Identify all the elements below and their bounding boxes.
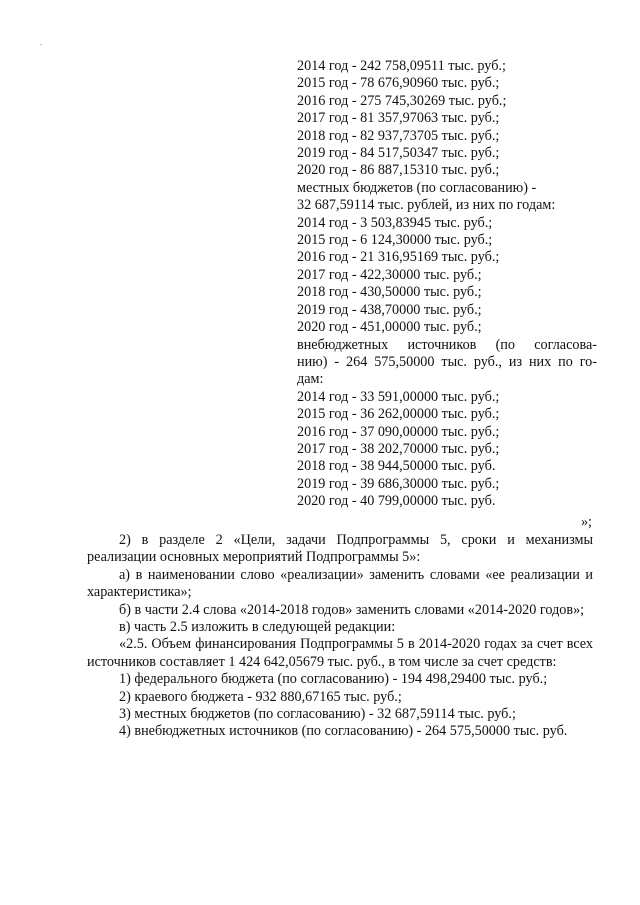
closing-quote: »; [580, 514, 592, 530]
paragraph-part-2-5: «2.5. Объем финансирования Подпрограммы 5 в 2014-2020 годах за счет всех источников составляет 1 424 642,05679 тыс. руб., в том числе за счет средств: [87, 636, 593, 670]
extra-year-line: 2014 год - 33 591,00000 тыс. руб.; [297, 388, 500, 405]
paragraph-local: 3) местных бюджетов (по согласованию) - 32 687,59114 тыс. руб.; [119, 706, 516, 723]
local-year-line: 2017 год - 422,30000 тыс. руб.; [297, 266, 482, 283]
regional-year-line: 2014 год - 242 758,09511 тыс. руб.; [297, 58, 506, 74]
regional-year-line: 2016 год - 275 745,30269 тыс. руб.; [297, 92, 507, 109]
paragraph-item-v: в) часть 2.5 изложить в следующей редакции: [119, 619, 396, 636]
extra-year-line: 2018 год - 38 944,50000 тыс. руб. [297, 458, 496, 475]
paragraph-item-b: б) в части 2.4 слова «2014-2018 годов» заменить словами «2014-2020 годов»; [119, 601, 585, 618]
funding-breakdown-column [297, 58, 597, 511]
amendment-text [87, 532, 593, 741]
extra-budget-heading: нию) - 264 575,50000 тыс. руб., из них по го- [297, 353, 597, 370]
local-year-line: 2020 год - 451,00000 тыс. руб.; [297, 319, 482, 336]
local-year-line: 2015 год - 6 124,30000 тыс. руб.; [297, 232, 493, 249]
local-year-line: 2019 год - 438,70000 тыс. руб.; [297, 301, 482, 318]
paragraph-extra-budget: 4) внебюджетных источников (по согласованию) - 264 575,50000 тыс. руб. [119, 723, 568, 740]
local-year-line: 2018 год - 430,50000 тыс. руб.; [297, 284, 482, 301]
extra-budget-heading: дам: [297, 371, 324, 388]
local-budget-heading: 32 687,59114 тыс. рублей, из них по годам: [297, 197, 556, 214]
paragraph-section-2: 2) в разделе 2 «Цели, задачи Подпрограммы 5, сроки и механизмы реализации основных мероприятий Подпрограммы 5»: [87, 532, 593, 566]
scan-artifact [40, 44, 42, 45]
extra-year-line: 2017 год - 38 202,70000 тыс. руб.; [297, 440, 500, 457]
extra-budget-heading: внебюджетных источников (по согласова- [297, 336, 597, 353]
paragraph-regional: 2) краевого бюджета - 932 880,67165 тыс. руб.; [119, 688, 402, 705]
regional-year-line: 2018 год - 82 937,73705 тыс. руб.; [297, 127, 500, 144]
paragraph-federal: 1) федерального бюджета (по согласованию) - 194 498,29400 тыс. руб.; [119, 671, 548, 688]
regional-year-line: 2017 год - 81 357,97063 тыс. руб.; [297, 110, 500, 127]
local-budget-heading: местных бюджетов (по согласованию) - [297, 179, 537, 196]
extra-year-line: 2020 год - 40 799,00000 тыс. руб. [297, 493, 496, 510]
local-year-line: 2014 год - 3 503,83945 тыс. руб.; [297, 214, 493, 231]
extra-year-line: 2015 год - 36 262,00000 тыс. руб.; [297, 406, 500, 423]
regional-year-line: 2015 год - 78 676,90960 тыс. руб.; [297, 75, 500, 92]
regional-year-line: 2019 год - 84 517,50347 тыс. руб.; [297, 145, 500, 162]
paragraph-item-a: а) в наименовании слово «реализации» заменить словами «ее реализации и характеристика»; [87, 566, 593, 601]
regional-year-line: 2020 год - 86 887,15310 тыс. руб.; [297, 162, 500, 179]
local-year-line: 2016 год - 21 316,95169 тыс. руб.; [297, 249, 500, 266]
extra-year-line: 2019 год - 39 686,30000 тыс. руб.; [297, 475, 500, 492]
extra-year-line: 2016 год - 37 090,00000 тыс. руб.; [297, 423, 500, 440]
